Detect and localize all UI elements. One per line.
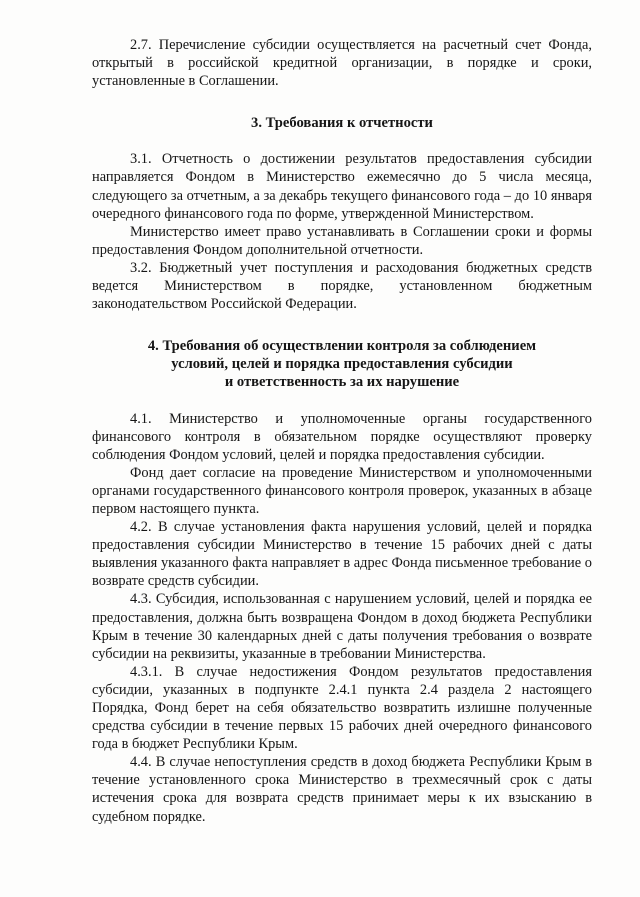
paragraph-4-2: 4.2. В случае установления факта нарушения условий, целей и порядка предоставления субсидии Министерство в течение 15 рабочих дней с даты выявления указанного факта направляет в адрес Фонда письменное требование о возврате средств субсидии. — [92, 519, 592, 590]
paragraph-3-1: 3.1. Отчетность о достижении результатов предоставления субсидии направляется Фондом в Министерство ежемесячно до 5 числа месяца, следующего за отчетным, а за декабрь текущего финансового года – до 10 января очередного финансового года по форме, утвержденной Министерством. — [92, 151, 592, 222]
paragraph-4-1-second: Фонд дает согласие на проведение Министерством и уполномоченными органами государственного финансового контроля проверок, указанных в абзаце первом настоящего пункта. — [92, 464, 592, 517]
section-4-heading-line-3: и ответственность за их нарушение — [224, 374, 460, 391]
paragraph-3-2: 3.2. Бюджетный учет поступления и расходования бюджетных средств ведется Министерством в порядке, установленном бюджетным законодательством Российской Федерации. — [92, 259, 592, 313]
document-body — [92, 36, 592, 826]
section-4-heading-line-2: условий, целей и порядка предоставления субсидии — [171, 356, 513, 373]
paragraph-3-1-second: Министерство имеет право устанавливать в Соглашении сроки и формы предоставления Фондом дополнительной отчетности. — [92, 223, 592, 258]
paragraph-4-3: 4.3. Субсидия, использованная с нарушением условий, целей и порядка ее предоставления, должна быть возвращена Фондом в доход бюджета Республики Крым в течение 30 календарных дней с даты получения требования о возврате субсидии на реквизиты, указанные в требовании Министерства. — [92, 591, 592, 662]
section-4-heading — [92, 337, 592, 391]
paragraph-4-3-1: 4.3.1. В случае недостижения Фондом результатов предоставления субсидии, указанных в подпункте 2.4.1 пункта 2.4 раздела 2 настоящего Порядка, Фонд берет на себя обязательство возвратить излишне полученные средства субсидии в течение первых 15 рабочих дней очередного финансового года в бюджет Республики Крым. — [92, 663, 592, 753]
paragraph-2-7: 2.7. Перечисление субсидии осуществляется на расчетный счет Фонда, открытый в российской кредитной организации, в порядке и сроки, установленные в Соглашении. — [92, 37, 592, 90]
section-3-heading: 3. Требования к отчетности — [251, 115, 433, 132]
paragraph-4-1: 4.1. Министерство и уполномоченные органы государственного финансового контроля в обязательном порядке осуществляют проверку соблюдения Фондом условий, целей и порядка предоставления субсидии. — [92, 410, 592, 463]
section-4-heading-line-1: 4. Требования об осуществлении контроля за соблюдением — [147, 338, 537, 355]
paragraph-4-4: 4.4. В случае непоступления средств в доход бюджета Республики Крым в течение установленного срока Министерство в трехмесячный срок с даты истечения срока для возврата средств принимает меры к их взысканию в судебном порядке. — [92, 754, 592, 825]
